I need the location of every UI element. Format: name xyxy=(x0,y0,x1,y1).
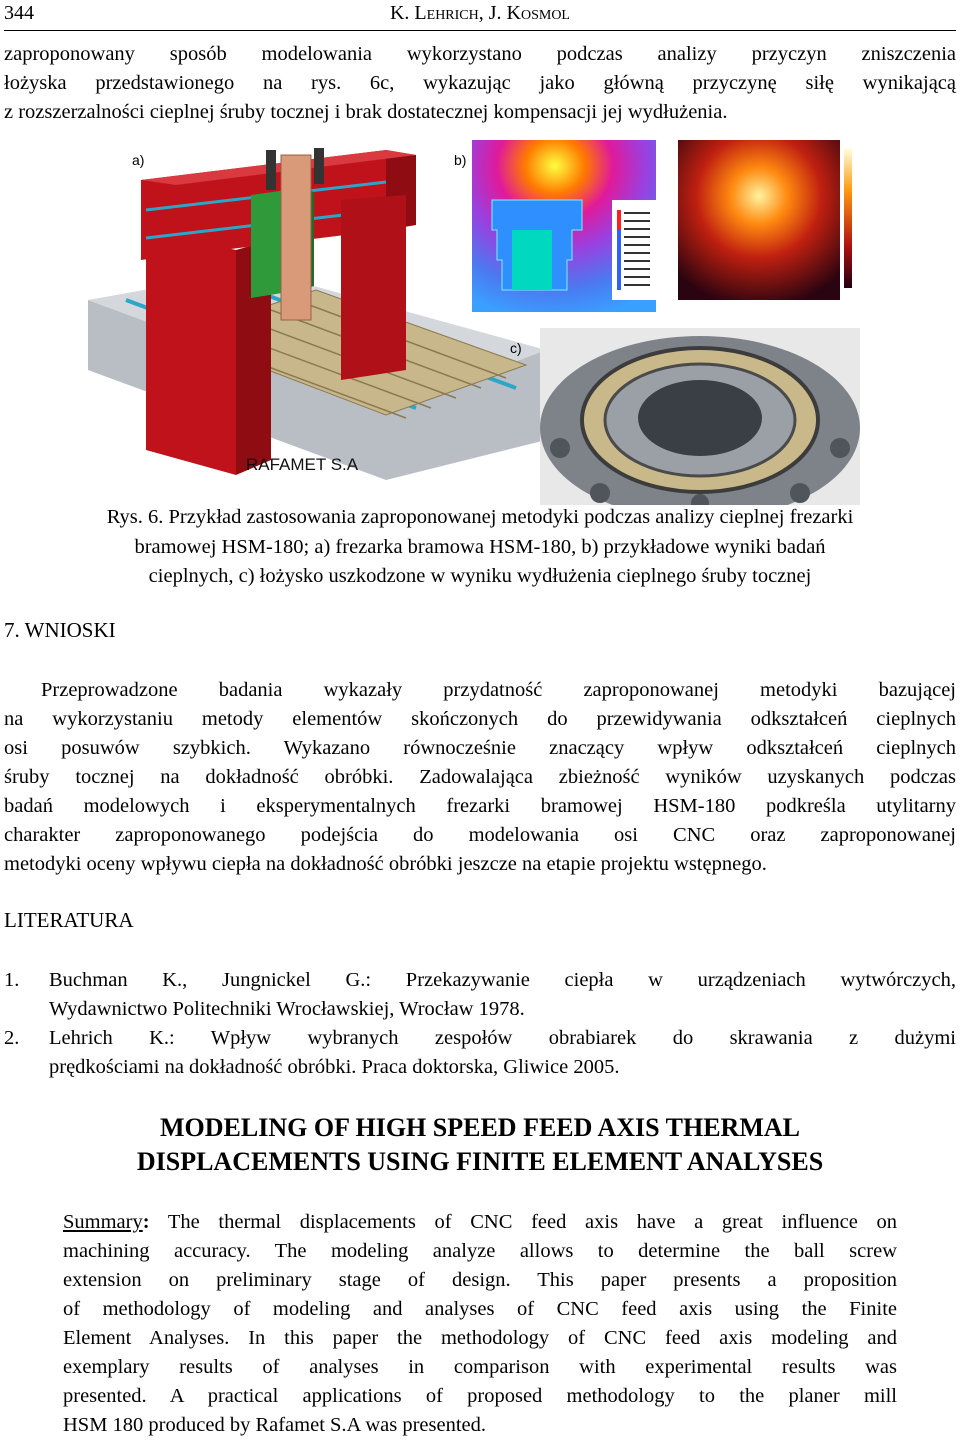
intro-line: zaproponowany sposób modelowania wykorzystano podczas analizy przyczyn zniszczenia xyxy=(4,43,956,65)
intro-line: łożyska przedstawionego na rys. 6c, wykazując jako główną przyczynę siłę wynikającą xyxy=(4,72,956,94)
page-number: 344 xyxy=(4,2,34,24)
machine-column-left xyxy=(146,230,236,475)
summary-line xyxy=(63,1208,897,1237)
label-b: b) xyxy=(454,152,467,168)
summary-line: presented. A practical applications of proposed methodology to the planer mill xyxy=(63,1385,897,1407)
paragraph-line: osi posuwów szybkich. Wykazano równocześnie znaczący wpływ odkształceń cieplnych xyxy=(4,737,956,759)
caption-line: bramowej HSM-180; a) frezarka bramowa HSM-180, b) przykładowe wyniki badań xyxy=(134,535,826,558)
summary-line: HSM 180 produced by Rafamet S.A was presented. xyxy=(63,1414,487,1436)
paragraph-line: na wykorzystaniu metody elementów skończonych do przewidywania odkształceń cieplnych xyxy=(4,708,956,730)
summary-label: Summary xyxy=(63,1211,143,1233)
reference-text: Wydawnictwo Politechniki Wrocławskiej, Wrocław 1978. xyxy=(49,998,525,1020)
summary-line: of methodology of modeling and analyses of CNC feed axis using the Finite xyxy=(63,1298,897,1320)
label-a: a) xyxy=(132,152,145,168)
english-title-line: DISPLACEMENTS USING FINITE ELEMENT ANALYSES xyxy=(136,1147,824,1176)
ir-field xyxy=(678,140,840,300)
summary-line: exemplary results of analyses in comparison with experimental results was xyxy=(63,1356,897,1378)
conclusions-paragraph xyxy=(4,676,956,879)
reference-text: Lehrich K.: Wpływ wybranych zespołów obrabiarek do skrawania z dużymi xyxy=(49,1027,956,1049)
intro-line: z rozszerzalności cieplnej śruby tocznej i brak dostatecznej kompensacji jej wydłużenia. xyxy=(4,101,728,123)
thermal-camera-image xyxy=(678,140,860,312)
figure-6 xyxy=(86,140,860,505)
running-header xyxy=(4,0,956,31)
summary-colon: : xyxy=(142,1211,150,1233)
summary-paragraph xyxy=(63,1208,897,1440)
summary-line: machining accuracy. The modeling analyze allows to determine the ball screw xyxy=(63,1240,897,1262)
reference-item xyxy=(4,1024,956,1082)
summary-line: Element Analyses. In this paper the methodology of CNC feed axis modeling and xyxy=(63,1327,897,1349)
english-title-line: MODELING OF HIGH SPEED FEED AXIS THERMAL xyxy=(160,1113,800,1142)
header-authors: K. Lehrich, J. Kosmol xyxy=(389,2,570,24)
reference-text: prędkościami na dokładność obróbki. Praca doktorska, Gliwice 2005. xyxy=(49,1056,620,1078)
paragraph-line: śruby tocznej na dokładność obróbki. Zadowalająca zbieżność wyników uzyskanych podczas xyxy=(4,766,956,788)
summary-text: The thermal displacements of CNC feed axis have a great influence on xyxy=(149,1211,897,1233)
summary-line: extension on preliminary stage of design. This paper presents a proposition xyxy=(63,1269,897,1291)
english-title xyxy=(0,1111,960,1179)
reference-item xyxy=(4,966,956,1024)
reference-list xyxy=(4,966,956,1082)
machine-column-right xyxy=(341,195,406,380)
rafamet-watermark: RAFAMET S.A xyxy=(246,455,359,474)
section-heading-literatura: LITERATURA xyxy=(4,908,134,932)
thermal-fem-result xyxy=(472,140,656,312)
paragraph-line: badań modelowych i eksperymentalnych frezarki bramowej HSM-180 podkreśla utylitarny xyxy=(4,795,956,817)
damaged-bearing-photo xyxy=(540,328,860,505)
reference-number: 1. xyxy=(4,969,20,991)
machine-ram xyxy=(281,155,311,320)
caption-line: cieplnych, c) łożysko uszkodzone w wyniku wydłużenia cieplnego śruby tocznej xyxy=(148,565,812,587)
reference-text: Buchman K., Jungnickel G.: Przekazywanie ciepła w urządzeniach wytwórczych, xyxy=(49,969,956,991)
intro-paragraph xyxy=(4,40,956,127)
reference-number: 2. xyxy=(4,1027,20,1049)
ir-color-scale xyxy=(844,148,852,288)
section-heading-wnioski: 7. WNIOSKI xyxy=(4,618,116,642)
paragraph-line: metodyki oceny wpływu ciepła na dokładność obróbki jeszcze na etapie projektu wstępnego. xyxy=(4,853,767,875)
paragraph-line: charakter zaproponowanego podejścia do modelowania osi CNC oraz zaproponowanej xyxy=(4,824,956,846)
label-c: c) xyxy=(510,340,522,356)
figure-caption xyxy=(0,503,960,592)
caption-line: Rys. 6. Przykład zastosowania zaproponowanej metodyki podczas analizy cieplnej frezarki xyxy=(106,506,854,528)
bearing-bore xyxy=(638,380,762,456)
paragraph-line: Przeprowadzone badania wykazały przydatność zaproponowanej metodyki bazującej xyxy=(41,679,956,701)
